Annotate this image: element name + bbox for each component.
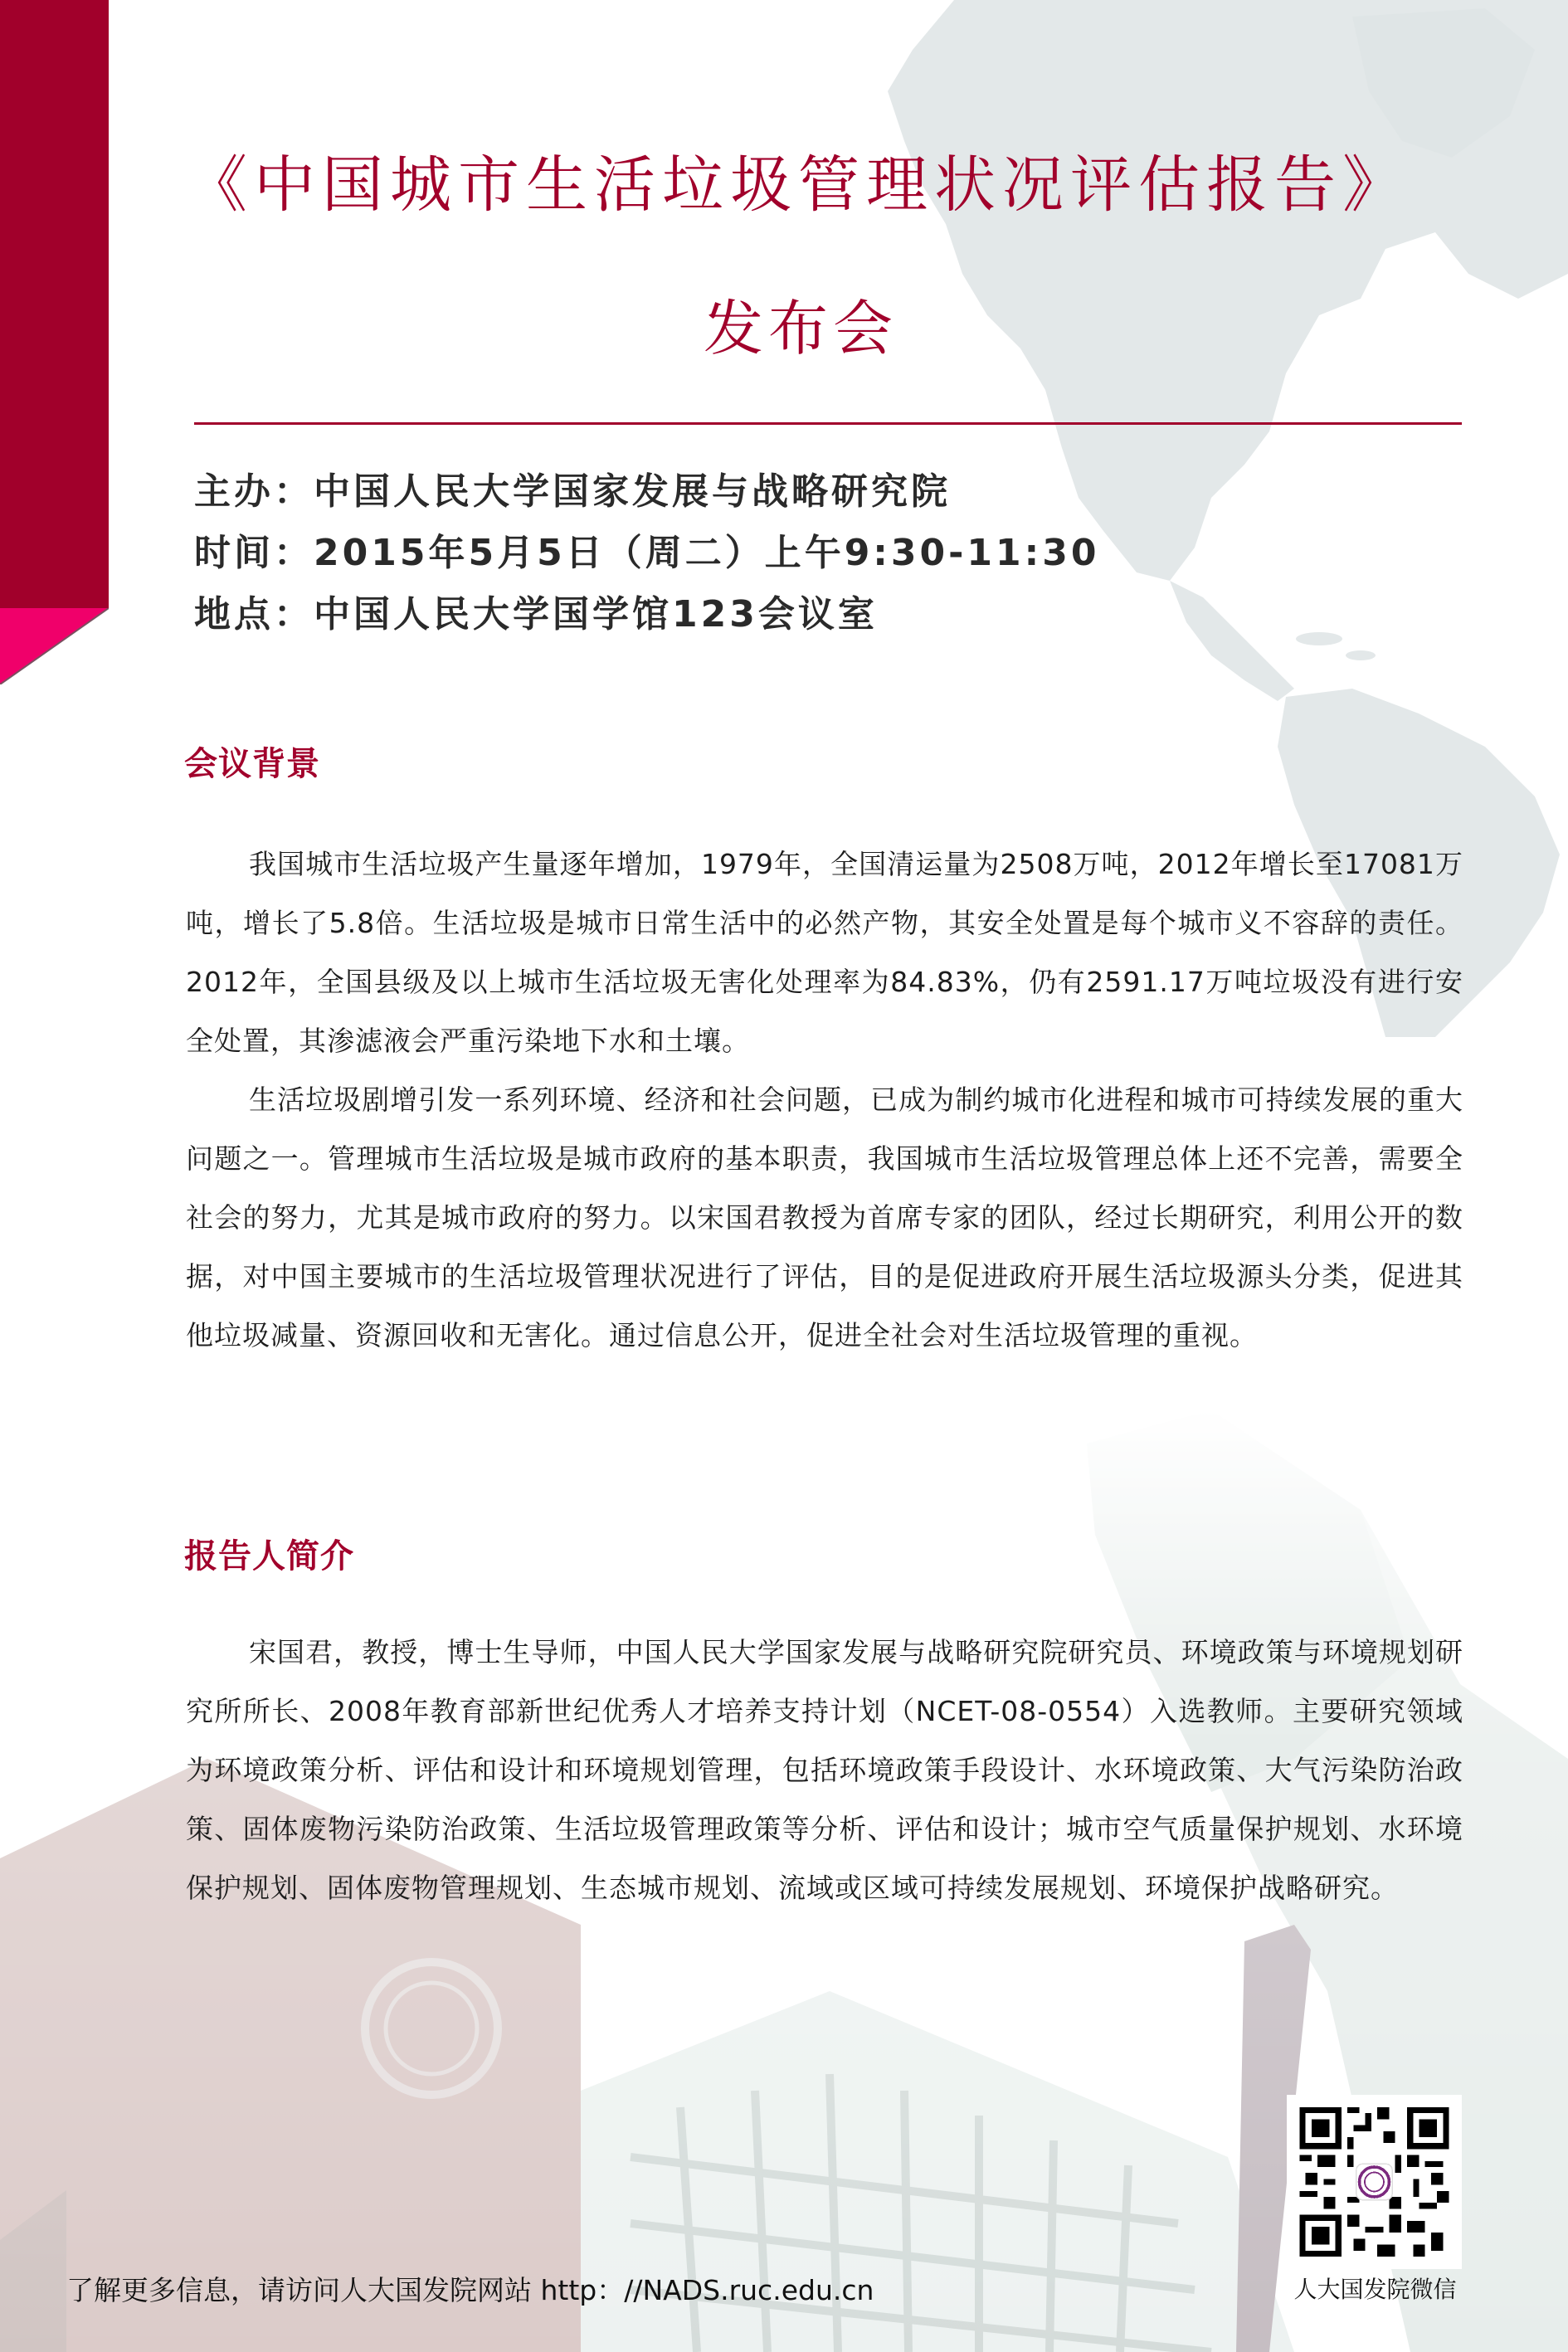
speaker-heading: 报告人简介 xyxy=(184,1537,354,1575)
website-info-link[interactable]: 了解更多信息，请访问人大国发院网站 http：//NADS.ruc.edu.cn xyxy=(66,2274,874,2306)
qr-code-icon xyxy=(1299,2107,1449,2257)
time-line: 时间：2015年5月5日（周二）上午9:30-11:30 xyxy=(194,532,1100,574)
title-divider xyxy=(194,422,1462,425)
background-paragraph-1: 我国城市生活垃圾产生量逐年增加，1979年，全国清运量为2508万吨，2012年增长至17081万吨，增长了5.8倍。生活垃圾是城市日常生活中的必然产物，其安全处置是每个城市义不容辞的责任。2012年，全国县级及以上城市生活垃圾无害化处理率为84.83%，仍有2591.17万吨垃圾没有进行安全处置，其渗滤液会严重污染地下水和土壤。 xyxy=(186,848,1463,1057)
background-paragraph-2: 生活垃圾剧增引发一系列环境、经济和社会问题，已成为制约城市化进程和城市可持续发展的重大问题之一。管理城市生活垃圾是城市政府的基本职责，我国城市生活垃圾管理总体上还不完善，需要全社会的努力，尤其是城市政府的努力。以宋国君教授为首席专家的团队，经过长期研究，利用公开的数据，对中国主要城市的生活垃圾管理状况进行了评估，目的是促进政府开展生活垃圾源头分类，促进其他垃圾减量、资源回收和无害化。通过信息公开，促进全社会对生活垃圾管理的重视。 xyxy=(186,1083,1463,1351)
organizer-line: 主办：中国人民大学国家发展与战略研究院 xyxy=(194,470,951,513)
event-info xyxy=(194,461,1099,645)
wechat-qr-code xyxy=(1287,2095,1462,2269)
page-subtitle: 发布会 xyxy=(703,294,898,363)
speaker-bio-paragraph: 宋国君，教授，博士生导师，中国人民大学国家发展与战略研究院研究员、环境政策与环境规划研究所所长、2008年教育部新世纪优秀人才培养支持计划（NCET-08-0554）入选教师。主要研究领域为环境政策分析、评估和设计和环境规划管理，包括环境政策手段设计、水环境政策、大气污染防治政策、固体废物污染防治政策、生活垃圾管理政策等分析、评估和设计；城市空气质量保护规划、水环境保护规划、固体废物管理规划、生态城市规划、流域或区域可持续发展规划、环境保护战略研究。 xyxy=(186,1636,1463,1904)
page-title: 《中国城市生活垃圾管理状况评估报告》 xyxy=(186,149,1410,221)
venue-line: 地点：中国人民大学国学馆123会议室 xyxy=(194,593,878,635)
background-heading: 会议背景 xyxy=(184,745,320,783)
qr-caption: 人大国发院微信 xyxy=(1293,2276,1457,2303)
